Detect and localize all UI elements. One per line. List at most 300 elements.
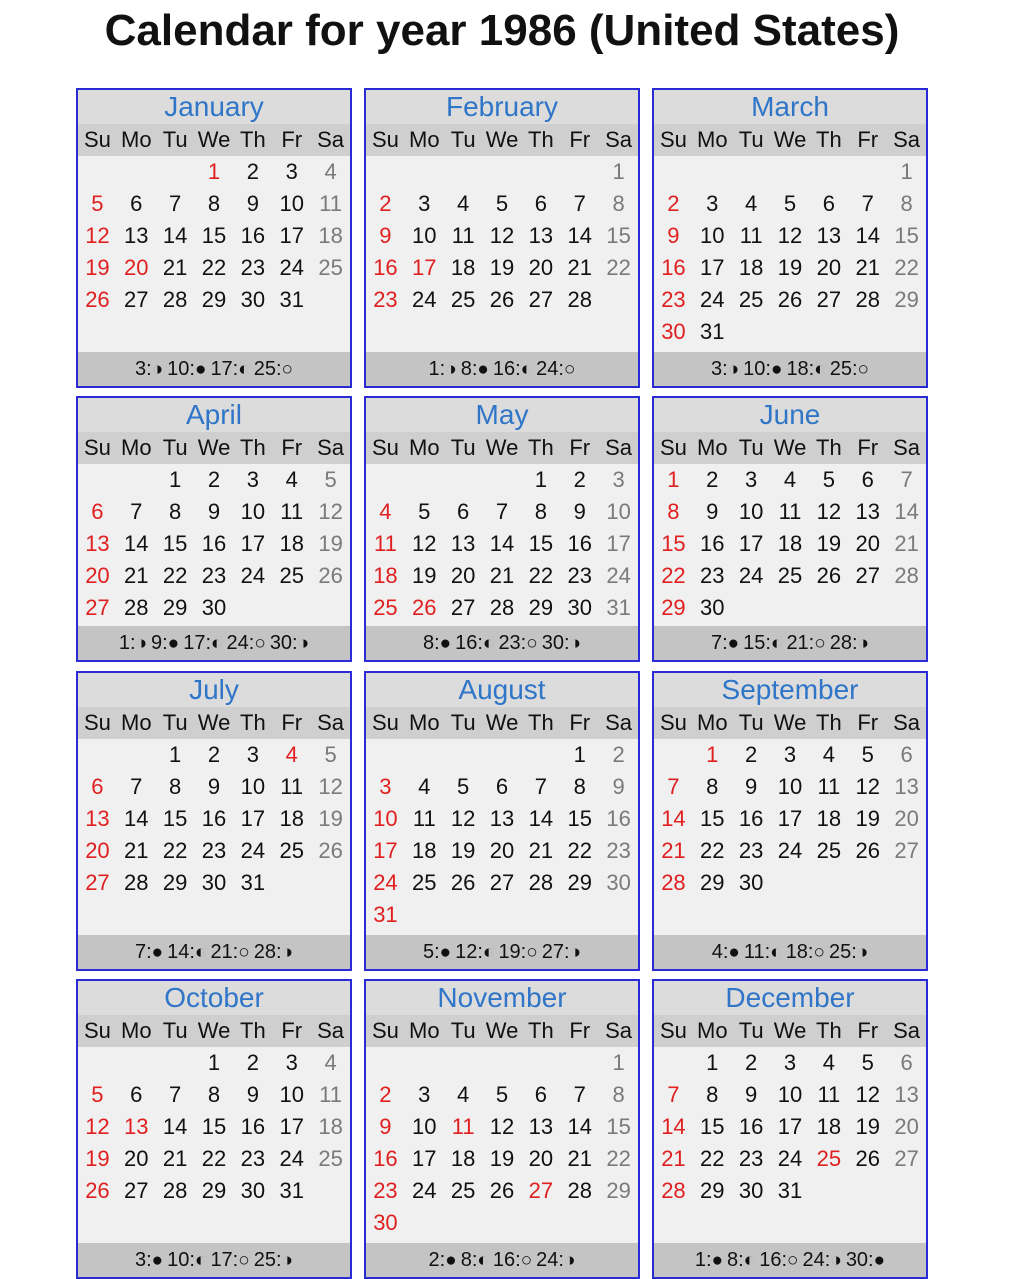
day-cell: 19: [777, 255, 803, 280]
day-cell: 26: [489, 287, 515, 312]
week-row: [654, 496, 926, 528]
day-cell: 17: [412, 255, 437, 280]
empty-cell: [848, 592, 887, 624]
month-name: March: [654, 90, 926, 124]
empty-cell: [809, 316, 848, 348]
day-cell: 10: [700, 223, 725, 248]
week-row: [366, 899, 638, 931]
moon-phase-item: [210, 1249, 249, 1271]
weekday-label: Fr: [281, 435, 303, 460]
weekday-header: [78, 124, 350, 156]
day-cell: 2: [745, 742, 758, 767]
day-cell: 29: [201, 287, 227, 312]
day-cell: 9: [246, 191, 259, 216]
day-cell: 1: [612, 159, 625, 184]
week-row: [654, 560, 926, 592]
week-row: [366, 592, 638, 624]
week-row: [366, 188, 638, 220]
day-cell: 17: [279, 223, 304, 248]
day-cell: 11: [319, 1082, 342, 1107]
weekday-label: Tu: [450, 710, 476, 735]
day-cell: 1: [573, 742, 586, 767]
day-cell: 29: [528, 595, 554, 620]
empty-cell: [366, 739, 405, 771]
day-cell: 15: [661, 531, 686, 556]
page-title: Calendar for year 1986 (United States): [104, 6, 900, 55]
day-cell: 5: [418, 499, 431, 524]
week-row: [366, 803, 638, 835]
day-cell: 12: [855, 1082, 880, 1107]
day-cell: 30: [738, 870, 764, 895]
empty-cell: [483, 899, 522, 931]
month-name: July: [78, 673, 350, 707]
day-cell: 31: [700, 319, 725, 344]
week-row: [366, 739, 638, 771]
day-cell: 8: [706, 774, 719, 799]
day-cell: 31: [373, 902, 398, 927]
day-cell: 24: [240, 838, 266, 863]
weekday-label: Mo: [697, 710, 728, 735]
full-moon-icon: ○: [857, 359, 870, 380]
weekday-label: Su: [83, 710, 111, 735]
day-cell: 23: [240, 255, 266, 280]
new-moon-icon: ●: [151, 1250, 164, 1271]
day-cell: 17: [279, 1114, 304, 1139]
day-cell: 15: [162, 806, 188, 831]
weekday-label: Th: [816, 435, 842, 460]
moon-phases: [654, 935, 926, 969]
week-row: [654, 803, 926, 835]
last-quarter-moon-icon: ◐: [194, 1250, 207, 1271]
moon-phases: [654, 626, 926, 660]
day-cell: 29: [700, 870, 725, 895]
month-october: [76, 979, 352, 1279]
month-name: December: [654, 981, 926, 1015]
day-cell: 30: [606, 870, 631, 895]
day-cell: 11: [280, 499, 304, 524]
day-cell: 26: [318, 838, 343, 863]
day-cell: 23: [606, 838, 631, 863]
full-moon-icon: ○: [814, 633, 826, 654]
weekday-label: Fr: [857, 1018, 879, 1043]
empty-cell: [444, 739, 483, 771]
day-cell: 14: [855, 223, 880, 248]
moon-phases: [78, 352, 350, 386]
day-cell: 28: [855, 287, 880, 312]
day-cell: 21: [124, 838, 149, 863]
day-cell: 9: [379, 223, 392, 248]
day-cell: 4: [379, 499, 392, 524]
moon-phases: [654, 1243, 926, 1277]
weekday-label: Sa: [317, 1018, 345, 1043]
moon-day: 24:: [536, 1249, 564, 1271]
day-cell: 10: [279, 1082, 304, 1107]
moon-day: 30:: [269, 632, 298, 654]
day-cell: 23: [240, 1146, 266, 1171]
moon-phase-item: [135, 941, 163, 963]
day-cell: 23: [738, 1146, 764, 1171]
day-cell: 28: [567, 1178, 592, 1203]
moon-day: 23:: [498, 632, 527, 654]
day-cell: 21: [567, 255, 592, 280]
week-row: [654, 284, 926, 316]
moon-day: 21:: [786, 632, 815, 654]
first-quarter-moon-icon: ◑: [857, 633, 870, 654]
moon-day: 25:: [828, 941, 857, 963]
day-cell: 18: [738, 255, 764, 280]
day-cell: 12: [318, 499, 343, 524]
moon-day: 3:: [710, 358, 728, 380]
day-cell: 20: [528, 255, 554, 280]
empty-cell: [78, 1047, 117, 1079]
day-cell: 7: [169, 191, 182, 216]
empty-cell: [848, 867, 887, 899]
moon-phase-item: [429, 358, 457, 380]
day-cell: 5: [324, 467, 337, 492]
moon-phase-item: [493, 1249, 532, 1271]
month-july: [76, 671, 352, 971]
day-cell: 13: [528, 1114, 554, 1139]
first-quarter-moon-icon: ◑: [856, 942, 869, 963]
week-row: [78, 1143, 350, 1175]
weekday-header: [654, 432, 926, 464]
moon-day: 10:: [743, 358, 771, 380]
day-cell: 27: [124, 1178, 149, 1203]
day-cell: 18: [373, 563, 398, 588]
day-cell: 10: [777, 774, 803, 799]
first-quarter-moon-icon: ◑: [569, 942, 582, 963]
day-cell: 1: [706, 1050, 719, 1075]
day-cell: 18: [279, 531, 304, 556]
day-cell: 12: [489, 223, 515, 248]
day-cell: 2: [706, 467, 719, 492]
day-cell: 22: [661, 563, 686, 588]
new-moon-icon: ●: [727, 633, 740, 654]
empty-cell: [483, 739, 522, 771]
moon-day: 3:: [134, 1249, 152, 1271]
moon-day: 1:: [428, 358, 446, 380]
empty-cell: [809, 592, 848, 624]
day-cell: 11: [817, 774, 841, 799]
weekday-label: Th: [816, 127, 842, 152]
moon-phase-item: [151, 632, 179, 654]
day-cell: 4: [324, 1050, 337, 1075]
day-cell: 7: [667, 774, 680, 799]
day-cell: 6: [91, 499, 104, 524]
moon-phase-item: [830, 632, 869, 654]
week-row: [366, 464, 638, 496]
day-cell: 24: [240, 563, 266, 588]
day-cell: 3: [745, 467, 758, 492]
day-cell: 4: [457, 1082, 470, 1107]
day-cell: 5: [783, 191, 797, 216]
moon-phase-item: [455, 941, 494, 963]
day-cell: 17: [777, 1114, 803, 1139]
weekday-label: Su: [659, 710, 687, 735]
weekday-label: Mo: [409, 435, 440, 460]
weekday-label: Sa: [893, 127, 921, 152]
month-september: [652, 671, 928, 971]
day-cell: 10: [279, 191, 304, 216]
last-quarter-moon-icon: ◐: [814, 359, 826, 380]
weekday-label: Tu: [162, 1018, 188, 1043]
day-cell: 15: [700, 1114, 725, 1139]
moon-phase-item: [829, 941, 868, 963]
day-cell: 5: [861, 1050, 874, 1075]
day-cell: 22: [700, 1146, 725, 1171]
day-cell: 15: [528, 531, 554, 556]
month-name: May: [366, 398, 638, 432]
day-cell: 21: [855, 255, 880, 280]
day-cell: 12: [489, 1114, 515, 1139]
month-february: [364, 88, 640, 388]
week-row: [654, 220, 926, 252]
empty-cell: [311, 867, 350, 899]
day-cell: 20: [855, 531, 880, 556]
week-row: [366, 835, 638, 867]
empty-cell: [693, 156, 732, 188]
empty-cell: [560, 1047, 599, 1079]
moon-phases: [78, 1243, 350, 1277]
week-row: [366, 771, 638, 803]
week-row: [654, 252, 926, 284]
day-cell: 14: [528, 806, 554, 831]
day-cell: 20: [124, 255, 149, 280]
week-row: [78, 771, 350, 803]
empty-cell: [272, 867, 311, 899]
empty-cell: [117, 156, 156, 188]
day-cell: 13: [855, 499, 880, 524]
day-cell: 18: [412, 838, 437, 863]
empty-cell: [599, 1207, 638, 1239]
day-cell: 25: [816, 1146, 842, 1171]
weekday-label: Su: [371, 435, 399, 460]
empty-cell: [887, 867, 926, 899]
weekday-label: Th: [528, 1018, 554, 1043]
full-moon-icon: ○: [526, 942, 538, 963]
day-cell: 27: [489, 870, 515, 895]
day-cell: 22: [162, 563, 188, 588]
weekday-label: We: [197, 127, 231, 152]
weekday-header: [654, 707, 926, 739]
day-cell: 22: [528, 563, 554, 588]
day-cell: 16: [240, 223, 266, 248]
day-cell: 3: [246, 467, 259, 492]
day-cell: 18: [318, 1114, 343, 1139]
moon-day: 24:: [226, 632, 255, 654]
day-cell: 5: [324, 742, 337, 767]
moon-day: 19:: [498, 941, 527, 963]
day-cell: 27: [124, 287, 149, 312]
full-moon-icon: ○: [526, 633, 538, 654]
day-cell: 18: [450, 255, 476, 280]
moon-day: 8:: [422, 632, 440, 654]
first-quarter-moon-icon: ◑: [281, 942, 294, 963]
empty-cell: [444, 899, 483, 931]
day-cell: 19: [855, 806, 880, 831]
week-row: [366, 1079, 638, 1111]
day-cell: 3: [418, 191, 431, 216]
weekday-label: Su: [83, 435, 111, 460]
weekday-label: Sa: [605, 127, 633, 152]
moon-phases: [78, 935, 350, 969]
month-name: January: [78, 90, 350, 124]
moon-day: 1:: [694, 1249, 712, 1271]
weekday-label: Su: [659, 435, 687, 460]
month-name: November: [366, 981, 638, 1015]
moon-phase-item: [210, 941, 249, 963]
day-cell: 11: [319, 191, 342, 216]
day-cell: 13: [894, 1082, 919, 1107]
empty-cell: [311, 1175, 350, 1207]
day-cell: 7: [900, 467, 913, 492]
weekday-label: Su: [659, 1018, 687, 1043]
empty-cell: [654, 156, 693, 188]
day-cell: 4: [822, 742, 835, 767]
week-row: [366, 867, 638, 899]
day-cell: 29: [162, 870, 188, 895]
day-cell: 23: [201, 563, 227, 588]
day-cell: 21: [661, 838, 686, 863]
moon-day: 10:: [167, 1249, 195, 1271]
day-cell: 3: [783, 1050, 797, 1075]
day-cell: 7: [169, 1082, 182, 1107]
day-cell: 6: [495, 774, 509, 799]
day-cell: 9: [207, 499, 221, 524]
last-quarter-moon-icon: ◐: [743, 1250, 756, 1271]
week-row: [78, 560, 350, 592]
day-cell: 4: [822, 1050, 835, 1075]
day-cell: 12: [85, 223, 110, 248]
empty-cell: [483, 156, 522, 188]
month-november: [364, 979, 640, 1279]
day-cell: 15: [700, 806, 725, 831]
day-cell: 22: [606, 255, 631, 280]
day-cell: 14: [124, 806, 149, 831]
moon-phase-item: [711, 358, 739, 380]
moon-day: 25:: [253, 1249, 282, 1271]
new-moon-icon: ●: [151, 942, 164, 963]
moon-day: 30:: [845, 1249, 874, 1271]
day-cell: 28: [162, 1178, 188, 1203]
empty-cell: [117, 464, 156, 496]
empty-cell: [848, 1175, 887, 1207]
weekday-label: Tu: [450, 435, 476, 460]
weekday-label: Th: [816, 710, 842, 735]
day-cell: 12: [816, 499, 842, 524]
day-cell: 28: [124, 595, 149, 620]
day-cell: 29: [567, 870, 592, 895]
day-cell: 1: [900, 159, 913, 184]
empty-cell: [848, 156, 887, 188]
weekday-label: Mo: [409, 127, 440, 152]
empty-cell: [117, 739, 156, 771]
day-cell: 17: [240, 806, 266, 831]
first-quarter-moon-icon: ◑: [727, 359, 740, 380]
week-row: [366, 156, 638, 188]
day-cell: 3: [418, 1082, 431, 1107]
weekday-label: Fr: [569, 1018, 591, 1043]
month-name: February: [366, 90, 638, 124]
moon-day: 3:: [134, 358, 152, 380]
week-row: [366, 284, 638, 316]
month-june: [652, 396, 928, 662]
day-cell: 24: [738, 563, 764, 588]
empty-cell: [272, 592, 311, 624]
day-cell: 26: [85, 287, 110, 312]
last-quarter-moon-icon: ◐: [238, 359, 250, 380]
day-cell: 7: [130, 774, 143, 799]
weekday-label: Mo: [697, 1018, 728, 1043]
weekday-label: Mo: [409, 1018, 440, 1043]
day-cell: 10: [240, 774, 266, 799]
first-quarter-moon-icon: ◑: [445, 359, 457, 380]
day-cell: 28: [162, 287, 188, 312]
day-cell: 14: [661, 806, 686, 831]
day-cell: 8: [612, 191, 625, 216]
day-cell: 6: [130, 191, 143, 216]
week-row: [654, 1047, 926, 1079]
day-cell: 23: [700, 563, 725, 588]
full-moon-icon: ○: [813, 942, 825, 963]
day-cell: 25: [777, 563, 803, 588]
day-cell: 9: [745, 774, 758, 799]
weekday-label: Tu: [162, 435, 188, 460]
last-quarter-moon-icon: ◐: [770, 633, 783, 654]
day-cell: 31: [240, 870, 266, 895]
day-cell: 25: [450, 287, 476, 312]
day-cell: 3: [706, 191, 719, 216]
full-moon-icon: ○: [520, 1250, 533, 1271]
day-cell: 16: [373, 1146, 398, 1171]
week-row: [78, 835, 350, 867]
day-cell: 30: [201, 870, 227, 895]
day-cell: 6: [534, 191, 547, 216]
day-cell: 1: [207, 1050, 221, 1075]
weekday-header: [654, 1015, 926, 1047]
day-cell: 13: [528, 223, 554, 248]
weekday-label: Fr: [569, 127, 591, 152]
day-cell: 20: [894, 1114, 919, 1139]
day-cell: 7: [667, 1082, 680, 1107]
weekday-label: Sa: [605, 1018, 633, 1043]
day-cell: 27: [894, 838, 919, 863]
empty-cell: [848, 316, 887, 348]
day-cell: 16: [661, 255, 686, 280]
day-cell: 12: [318, 774, 343, 799]
moon-phase-item: [167, 358, 206, 380]
month-name: September: [654, 673, 926, 707]
weekday-label: We: [197, 710, 231, 735]
day-cell: 11: [451, 1114, 475, 1139]
empty-cell: [809, 867, 848, 899]
moon-phases: [366, 1243, 638, 1277]
day-cell: 29: [894, 287, 919, 312]
weekday-label: Th: [240, 127, 266, 152]
new-moon-icon: ●: [194, 359, 207, 380]
day-cell: 5: [91, 191, 104, 216]
weekday-label: Tu: [738, 710, 764, 735]
moon-phase-item: [423, 632, 451, 654]
week-row: [78, 592, 350, 624]
week-row: [78, 220, 350, 252]
moon-phases: [78, 626, 350, 660]
day-cell: 2: [246, 1050, 259, 1075]
month-name: October: [78, 981, 350, 1015]
day-cell: 25: [412, 870, 437, 895]
day-cell: 7: [573, 1082, 586, 1107]
empty-cell: [887, 316, 926, 348]
